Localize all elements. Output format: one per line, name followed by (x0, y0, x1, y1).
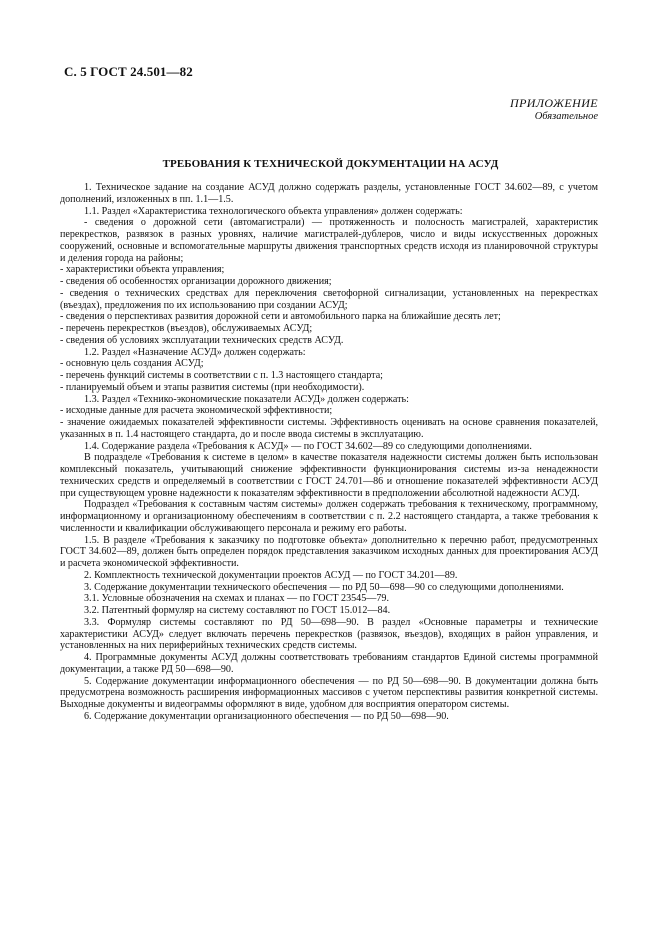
paragraph: 5. Содержание документации информационного обеспечения — по РД 50—698—90. В документации должна быть предусмотрена возможность расширения информационных массивов с учетом перспективы развития конкретной системы. Выходные документы и видеограммы оформляют в виде, удобном для восприятия оператором системы. (60, 675, 598, 710)
paragraph: 1.5. В разделе «Требования к заказчику по подготовке объекта» дополнительно к перечню работ, предусмотренных ГОСТ 34.602—89, должен быть определен порядок представления заказчиком исходных данных для проектирования АСУД и расчета экономической эффективности. (60, 534, 598, 569)
paragraph: - перечень функций системы в соответствии с п. 1.3 настоящего стандарта; (60, 370, 383, 381)
paragraph: 3.2. Патентный формуляр на систему составляют по ГОСТ 15.012—84. (84, 605, 391, 616)
page-header: С. 5 ГОСТ 24.501—82 (64, 64, 193, 79)
paragraph: 4. Программные документы АСУД должны соответствовать требованиям стандартов Единой системы программной документации, а также РД 50—698—90. (60, 652, 598, 675)
paragraph: В подразделе «Требования к системе в целом» в качестве показателя надежности системы должен быть использован комплексный показатель, учитывающий снижение эффективности функционирования системы из-за ненадежности технических средств и определяемый в соответствии с ГОСТ 24.701—86 и отношение показателей эффективности АСУД при существующем уровне надежности к показателям эффективности в предположении абсолютной надежности АСУД. (60, 452, 598, 499)
paragraph: - перечень перекрестков (въездов), обслуживаемых АСУД; (60, 323, 313, 334)
paragraph: 2. Комплектность технической документации проектов АСУД — по ГОСТ 34.201—89. (84, 569, 458, 581)
paragraph: - планируемый объем и этапы развития системы (при необходимости). (60, 381, 365, 393)
appendix-title: ПРИЛОЖЕНИЕ (510, 96, 598, 110)
section-title: ТРЕБОВАНИЯ К ТЕХНИЧЕСКОЙ ДОКУМЕНТАЦИИ НА АСУД (162, 158, 499, 170)
appendix-status: Обязательное (534, 111, 598, 122)
paragraph: 1.3. Раздел «Технико-экономические показатели АСУД» должен содержать: (84, 393, 409, 405)
paragraph: - сведения об особенностях организации дорожного движения; (60, 276, 332, 287)
document-body (60, 182, 598, 723)
paragraph: - сведения о дорожной сети (автомагистрали) — протяженность и полосность магистралей, характеристик перекрестков, развязок в разных уровнях, наличие магистралей-дублеров, число и виды искусственных дорожных сооружений, основные и вспомогательные маршруты движения транспортных средств исходя из планировочной структуры и деления города на районы; (60, 217, 598, 264)
paragraph: 1.2. Раздел «Назначение АСУД» должен содержать: (84, 346, 306, 358)
paragraph: - исходные данные для расчета экономической эффективности; (60, 405, 333, 417)
paragraph: - основную цель создания АСУД; (60, 358, 204, 370)
paragraph: 3.3. Формуляр системы составляют по РД 50—698—90. В раздел «Основные параметры и технические характеристики АСУД» следует включать перечень перекрестков (развязок, въездов), входящих в район управления, и установленных на них периферийных технических средств системы. (60, 616, 598, 652)
paragraph: - сведения о технических средствах для переключения светофорной сигнализации, установленных на перекрестках (въездах), предложения по их использованию при создании АСУД; (60, 287, 598, 311)
paragraph: - значение ожидаемых показателей эффективности системы. Эффективность оценивать на основе сравнения показателей, указанных в п. 1.4 настоящего стандарта, до и после ввода системы в эксплуатацию. (60, 417, 598, 440)
paragraph: - характеристики объекта управления; (60, 264, 225, 276)
paragraph: 1. Техническое задание на создание АСУД должно содержать разделы, установленные ГОСТ 34.602—89, с учетом дополнений, изложенных в пп. 1.1—1.5. (60, 182, 598, 205)
paragraph: - сведения об условиях эксплуатации технических средств АСУД. (60, 334, 344, 346)
paragraph: 1.4. Содержание раздела «Требования к АСУД» — по ГОСТ 34.602—89 со следующими дополнениями. (84, 440, 532, 452)
paragraph: - сведения о перспективах развития дорожной сети и автомобильного парка на ближайшие десять лет; (60, 311, 501, 323)
paragraph: Подраздел «Требования к составным частям системы» должен содержать требования к техническому, программному, информационному и организационному обеспечениям в соответствии с п. 2.2 настоящего стандарта, а также требования к численности и квалификации обслуживающего персонала и режиму его работы. (60, 499, 598, 534)
paragraph: 3.1. Условные обозначения на схемах и планах — по ГОСТ 23545—79. (84, 593, 389, 605)
appendix-label (510, 97, 598, 123)
paragraph: 1.1. Раздел «Характеристика технологического объекта управления» должен содержать: (84, 205, 463, 217)
paragraph: 6. Содержание документации организационного обеспечения — по РД 50—698—90. (84, 710, 449, 722)
paragraph: 3. Содержание документации технического обеспечения — по РД 50—698—90 со следующими дополнениями. (84, 581, 564, 593)
